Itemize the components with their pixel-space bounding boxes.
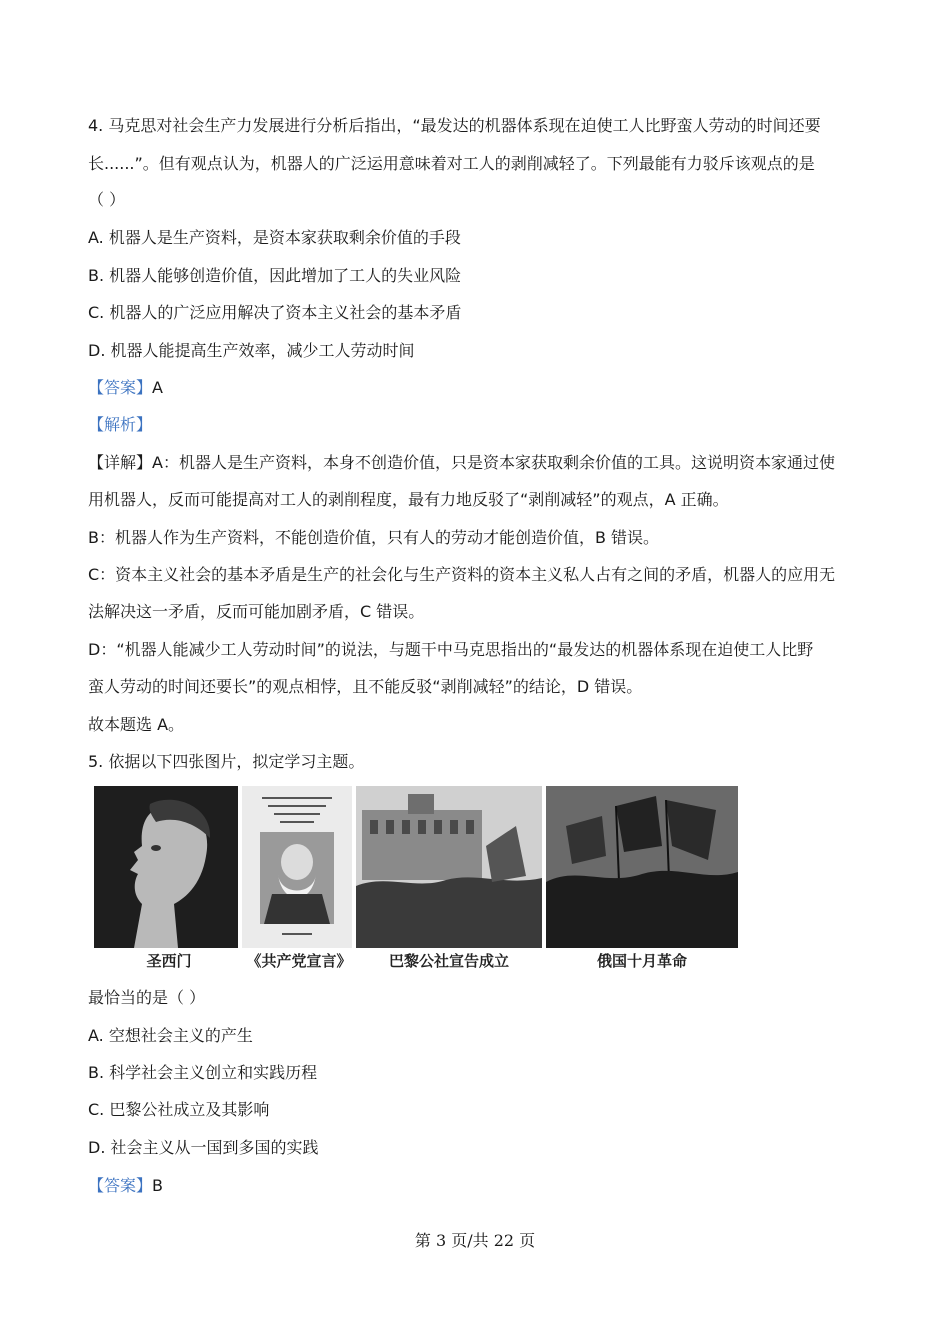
detail-line-3: B：机器人作为生产资料，不能创造价值，只有人的劳动才能创造价值，B 错误。 (88, 528, 660, 547)
q5-option-c: C. 巴黎公社成立及其影响 (88, 1100, 270, 1119)
q4-stem-line-3: （ ） (88, 190, 126, 209)
q5-stem: 5. 依据以下四张图片，拟定学习主题。 (88, 752, 365, 771)
q4-option-d: D. 机器人能提高生产效率，减少工人劳动时间 (88, 341, 415, 360)
october-revolution-image (546, 786, 738, 948)
detail-line-5: 法解决这一矛盾，反而可能加剧矛盾，C 错误。 (88, 602, 425, 621)
q4-option-c: C. 机器人的广泛应用解决了资本主义社会的基本矛盾 (88, 303, 462, 322)
caption-3: 巴黎公社宣告成立 (388, 952, 509, 970)
q4-answer (88, 378, 163, 398)
answer-value: B (152, 1176, 163, 1195)
q5-option-b: B. 科学社会主义创立和实践历程 (88, 1063, 318, 1082)
q4-conclusion: 故本题选 A。 (88, 715, 185, 734)
paris-commune-image (356, 786, 542, 948)
caption-2: 《共产党宣言》 (246, 952, 352, 970)
q4-stem-line-1: 4. 马克思对社会生产力发展进行分析后指出，“最发达的机器体系现在迫使工人比野蛮人劳动的时间还要 (88, 116, 821, 135)
detail-line-6: D：“机器人能减少工人劳动时间”的说法，与题干中马克思指出的“最发达的机器体系现在迫使工人比野 (88, 640, 814, 659)
q5-prompt: 最恰当的是（ ） (88, 988, 206, 1007)
q4-stem-line-2: 长......”。但有观点认为，机器人的广泛运用意味着对工人的剥削减轻了。下列最能有力驳斥该观点的是 (88, 154, 815, 173)
answer-value: A (152, 378, 163, 397)
page-footer: 第 3 页/共 22 页 (414, 1231, 536, 1250)
analysis-tag: 【解析】 (88, 415, 153, 434)
detail-line-7: 蛮人劳动的时间还要长”的观点相悖，且不能反驳“剥削减轻”的结论，D 错误。 (88, 677, 643, 696)
saint-simon-portrait (94, 786, 238, 948)
q5-option-d: D. 社会主义从一国到多国的实践 (88, 1138, 319, 1157)
q5-option-a: A. 空想社会主义的产生 (88, 1026, 253, 1045)
detail-line-2: 用机器人，反而可能提高对工人的剥削程度，最有力地反驳了“剥削减轻”的观点，A 正确。 (88, 490, 729, 509)
caption-4: 俄国十月革命 (596, 952, 687, 970)
communist-manifesto-image (242, 786, 352, 948)
q4-option-b: B. 机器人能够创造价值，因此增加了工人的失业风险 (88, 266, 462, 285)
detail-tag: 【详解】 (88, 453, 153, 472)
detail-text-1a: A：机器人是生产资料，本身不创造价值，只是资本家获取剩余价值的工具。这说明资本家通过使 (152, 453, 835, 472)
answer-tag: 【答案】 (88, 378, 153, 397)
answer-tag: 【答案】 (88, 1176, 153, 1195)
q5-answer (88, 1176, 163, 1196)
detail-line-4: C：资本主义社会的基本矛盾是生产的社会化与生产资料的资本主义私人占有之间的矛盾，机器人的应用无 (88, 565, 836, 584)
detail-line-1 (88, 453, 835, 473)
q5-image-strip (94, 786, 742, 968)
q4-option-a: A. 机器人是生产资料，是资本家获取剩余价值的手段 (88, 228, 461, 247)
caption-1: 圣西门 (146, 952, 192, 970)
